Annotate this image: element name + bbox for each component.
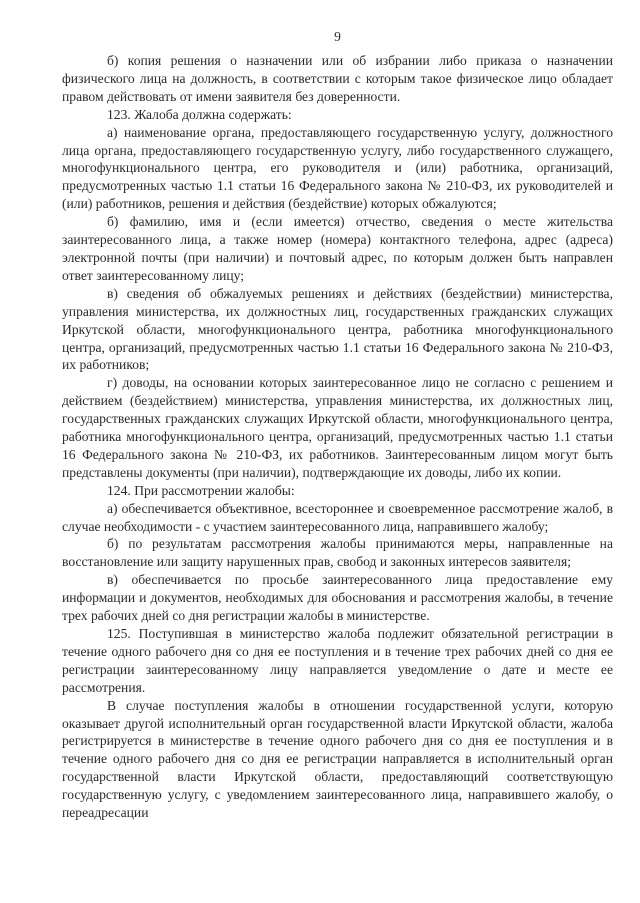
- paragraph-124-heading: 124. При рассмотрении жалобы:: [107, 482, 295, 498]
- paragraph-124a: а) обеспечивается объективное, всестороннее и своевременное рассмотрение жалоб, в случае необходимости - с участием заинтересованного лица, направившего жалобу;: [62, 500, 613, 534]
- paragraph-123b: б) фамилию, имя и (если имеется) отчество, сведения о месте жительства заинтересованного лица, а также номер (номера) контактного телефона, адрес (адреса) электронной почты (при наличии) и почтовый адрес, по которым должен быть направлен ответ заинтересованному лицу;: [62, 214, 613, 283]
- paragraph-123-heading: 123. Жалоба должна содержать:: [107, 106, 292, 122]
- paragraph-124c: в) обеспечивается по просьбе заинтересованного лица предоставление ему информации и документов, необходимых для обоснования и рассмотрения жалобы, в течение трех рабочих дней со дня регистрации жалобы в министерстве.: [62, 572, 613, 624]
- paragraph-123a: а) наименование органа, предоставляющего государственную услугу, должностного лица органа, предоставляющего государственную услугу, либо государственного служащего, многофункционального центра, его руководителя и (или) работника, организаций, предусмотренных частью 1.1 статьи 16 Федерального закона № 210-ФЗ, их руководителей и (или) работников, решения и действия (бездействие) которых обжалуются;: [62, 124, 613, 212]
- paragraph-123c: в) сведения об обжалуемых решениях и действиях (бездействии) министерства, управления министерства, их должностных лиц, государственных гражданских служащих Иркутской области, многофункционального центра, работника многофункционального центра, организаций, предусмотренных частью 1.1 статьи 16 Федерального закона № 210-ФЗ, их работников;: [62, 285, 613, 373]
- page-number: 9: [334, 29, 341, 44]
- paragraph-124b: б) по результатам рассмотрения жалобы принимаются меры, направленные на восстановление или защиту нарушенных прав, свобод и законных интересов заявителя;: [62, 536, 613, 570]
- paragraph-125: 125. Поступившая в министерство жалоба подлежит обязательной регистрации в течение одного рабочего дня со дня ее поступления и в течение трех рабочих дней со дня ее регистрации заинтересованному лицу направляется уведомление о дате и месте ее рассмотрения.: [62, 626, 613, 695]
- paragraph-123d: г) доводы, на основании которых заинтересованное лицо не согласно с решением и действием (бездействием) министерства, управления министерства, их должностных лиц, государственных гражданских служащих Иркутской области, многофункционального центра, работника многофункционального центра, организаций, предусмотренных частью 1.1 статьи 16 Федерального закона № 210-ФЗ, их работников. Заинтересованным лицом могут быть представлены документы (при наличии), подтверждающие их доводы, либо их копии.: [62, 375, 613, 480]
- document-page: [62, 0, 613, 903]
- paragraph-125-redirect: В случае поступления жалобы в отношении государственной услуги, которую оказывает другой исполнительный орган государственной власти Иркутской области, жалоба регистрируется в министерстве в течение одного рабочего дня со дня ее поступления и в течение одного рабочего дня со дня ее регистрации направляется в исполнительный орган государственной власти Иркутской области, предоставляющий соответствующую государственную услугу, с уведомлением заинтересованного лица, направившего жалобу, о переадресации: [62, 697, 613, 821]
- document-body: [62, 52, 613, 822]
- paragraph-123b-continuation: б) копия решения о назначении или об избрании либо приказа о назначении физического лица на должность, в соответствии с которым такое физическое лицо обладает правом действовать от имени заявителя без доверенности.: [62, 53, 613, 104]
